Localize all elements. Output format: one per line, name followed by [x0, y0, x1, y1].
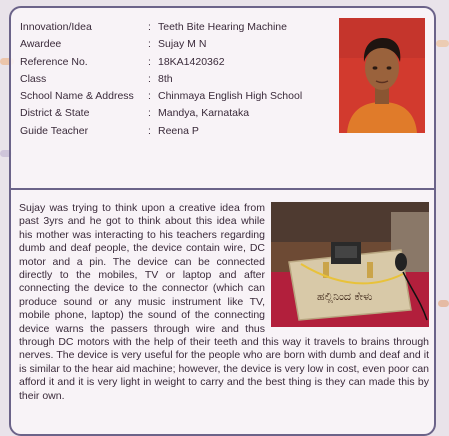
- detail-separator: :: [148, 72, 151, 85]
- detail-value: Chinmaya English High School: [158, 90, 303, 103]
- detail-label: Guide Teacher: [20, 124, 89, 137]
- detail-separator: :: [148, 21, 151, 33]
- detail-separator: :: [148, 38, 151, 51]
- detail-label: School Name & Address: [20, 90, 134, 103]
- detail-separator: :: [148, 90, 151, 103]
- project-photo-text: ಹಲ್ಲಿನಿಂದ ಕೇಳು: [317, 290, 373, 303]
- detail-row-class: [20, 71, 340, 88]
- project-illustration: [271, 202, 429, 327]
- detail-label: Awardee: [20, 38, 62, 51]
- description-section: [19, 202, 429, 403]
- awardee-details: [20, 19, 340, 140]
- detail-row-idea: [20, 19, 340, 36]
- detail-label: Class: [20, 72, 47, 85]
- detail-row-district: [20, 105, 340, 122]
- detail-value: Reena P: [158, 124, 199, 137]
- detail-row-school: [20, 88, 340, 105]
- detail-value: Teeth Bite Hearing Machine: [158, 21, 287, 33]
- awardee-photo: [339, 18, 425, 133]
- background-streak: [436, 40, 449, 47]
- detail-value: Mandya, Karnataka: [158, 107, 250, 120]
- detail-separator: :: [148, 55, 151, 68]
- awardee-card: [9, 6, 436, 436]
- project-photo: [271, 202, 429, 327]
- detail-value: 8th: [158, 72, 173, 85]
- detail-row-guide: [20, 123, 340, 140]
- detail-label: District & State: [20, 107, 90, 120]
- detail-value: 18KA1420362: [158, 55, 225, 68]
- detail-separator: :: [148, 124, 151, 137]
- portrait-illustration: [339, 18, 425, 133]
- detail-label: Reference No.: [20, 55, 88, 68]
- detail-row-awardee: [20, 36, 340, 53]
- detail-label: Innovation/Idea: [20, 21, 92, 33]
- background-streak: [438, 300, 449, 307]
- detail-separator: :: [148, 107, 151, 120]
- section-divider: [11, 188, 434, 190]
- description-text: Sujay was trying to think upon a creative idea from past 3yrs and he got to think about this idea while his mother was interacting to his teachers regarding dumb and deaf people, the device contain wire, DC motor and a pin. The device can be connected directly to the mobiles, TV or laptop and after connecting the device to the connector (which can produce sound or any music instrument like TV, mobile phone, laptop) the sound of the connecting device warns the passers through wire and thus through DC motors with the help of their teeth and this way it travels to brains through nerves. The device is very useful for the people who are born with dumb and deaf and it is similar to the hear aid machine; however, the device is very low in cost, even poor can afford it and it is very light in weight to carry and the best thing is they can made this by their own.: [19, 202, 429, 402]
- detail-value: Sujay M N: [158, 38, 207, 51]
- detail-row-reference: [20, 54, 340, 71]
